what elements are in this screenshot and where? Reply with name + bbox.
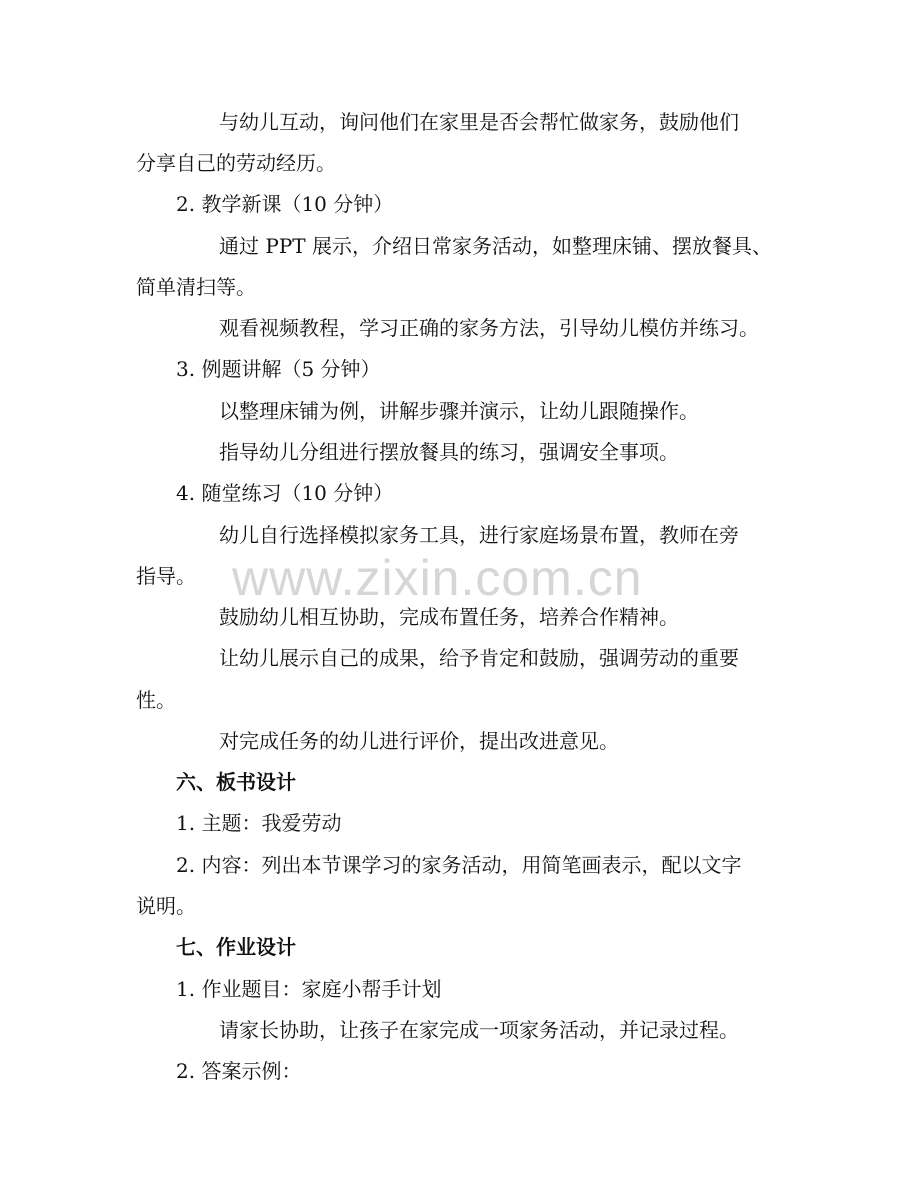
- section-heading: 七、作业设计: [176, 935, 296, 959]
- section-item-heading: 4. 随堂练习（10 分钟）: [176, 481, 394, 505]
- section-item-heading: 3. 例题讲解（5 分钟）: [176, 357, 381, 381]
- watermark: www.zixin.com.cn: [232, 550, 643, 606]
- list-item: 1. 主题：我爱劳动: [176, 811, 342, 835]
- paragraph-line: 让幼儿展示自己的成果，给予肯定和鼓励，强调劳动的重要: [219, 646, 739, 670]
- section-heading: 六、板书设计: [176, 770, 296, 794]
- paragraph-line: 与幼儿互动，询问他们在家里是否会帮忙做家务，鼓励他们: [219, 110, 739, 134]
- paragraph-line: 鼓励幼儿相互协助，完成布置任务，培养合作精神。: [219, 605, 679, 629]
- paragraph-line: 分享自己的劳动经历。: [136, 151, 336, 175]
- list-item: 2. 答案示例：: [176, 1059, 302, 1083]
- paragraph-line: 以整理床铺为例，讲解步骤并演示，让幼儿跟随操作。: [219, 399, 699, 423]
- paragraph-line: 幼儿自行选择模拟家务工具，进行家庭场景布置，教师在旁: [219, 523, 739, 547]
- section-item-heading: 2. 教学新课（10 分钟）: [176, 192, 394, 216]
- paragraph-line: 性。: [136, 688, 176, 712]
- paragraph-line: 指导幼儿分组进行摆放餐具的练习，强调安全事项。: [219, 440, 679, 464]
- list-item: 1. 作业题目：家庭小帮手计划: [176, 977, 442, 1001]
- paragraph-line: 对完成任务的幼儿进行评价，提出改进意见。: [219, 729, 619, 753]
- paragraph-line: 说明。: [136, 894, 196, 918]
- paragraph-line: 观看视频教程，学习正确的家务方法，引导幼儿模仿并练习。: [219, 316, 759, 340]
- paragraph-line: 请家长协助，让孩子在家完成一项家务活动，并记录过程。: [219, 1018, 739, 1042]
- paragraph-line: 通过 PPT 展示，介绍日常家务活动，如整理床铺、摆放餐具、: [219, 234, 772, 258]
- paragraph-line: 简单清扫等。: [136, 275, 256, 299]
- paragraph-line: 指导。: [136, 564, 196, 588]
- list-item: 2. 内容：列出本节课学习的家务活动，用简笔画表示，配以文字: [176, 853, 742, 877]
